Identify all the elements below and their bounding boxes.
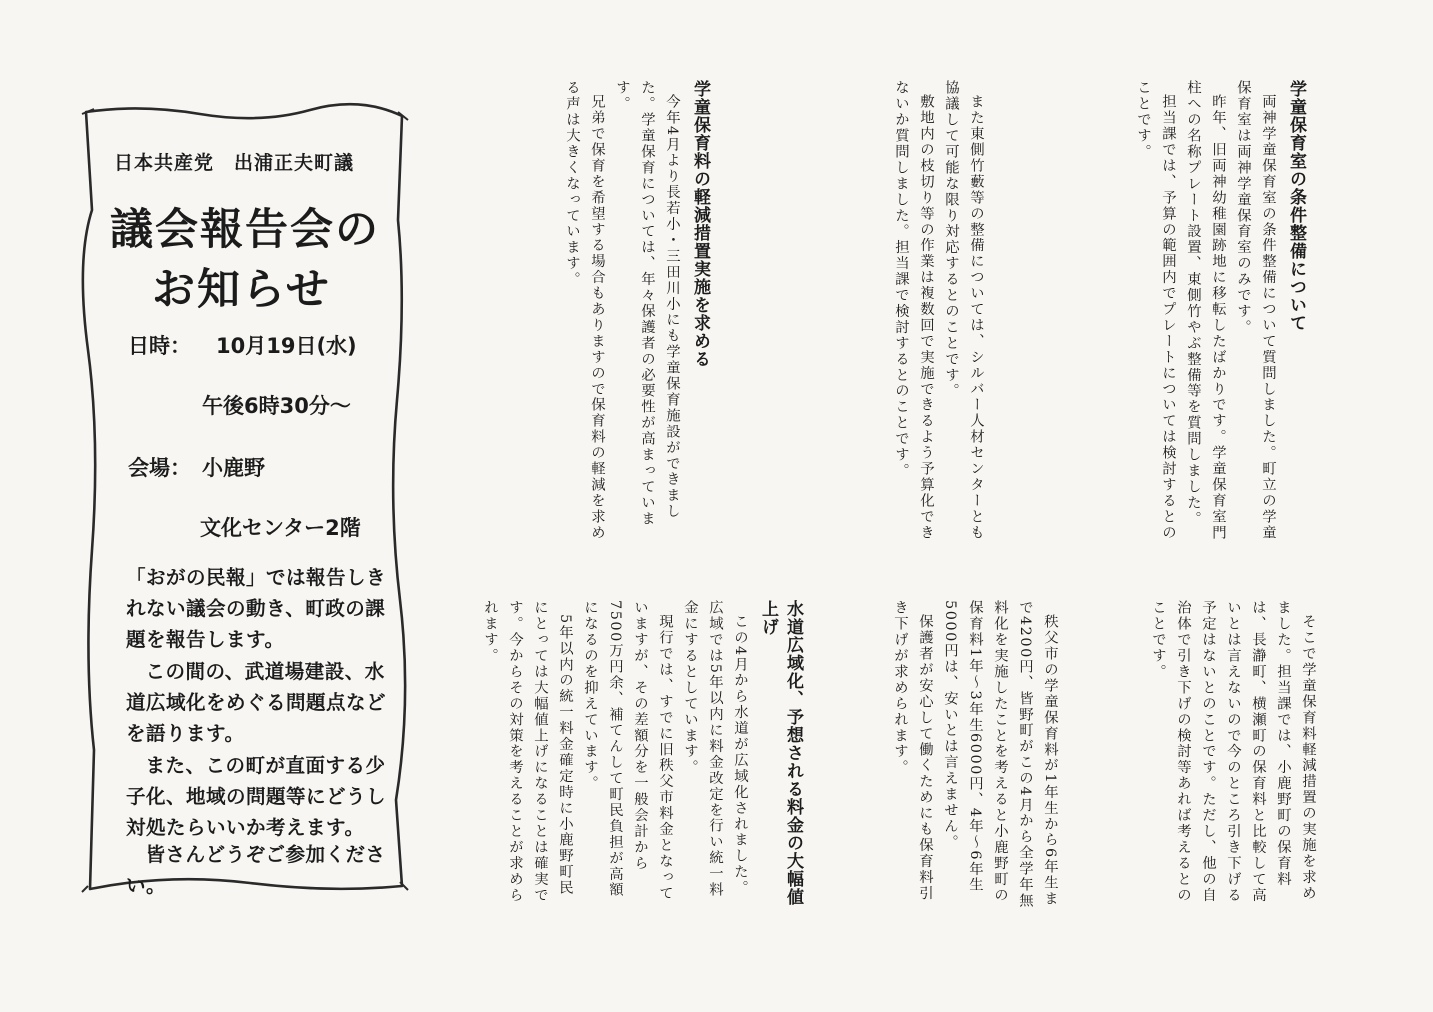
notice-paragraph-4: 皆さんどうぞご参加ください。 (126, 843, 386, 897)
article-paragraph: 秩父市の学童保育料が1年生から6年生まで4200円、皆野町がこの4月から全学年無料化を実施したことを考えると小鹿野町の保育料1年～3年生6000円、4年～6年生5000円は、安いとは言えません。 (942, 600, 1058, 909)
venue-line2: 文化センター2階 (200, 516, 361, 540)
article-paragraph: 今年4月より長若小・三田川小にも学童保育施設ができました。学童保育については、年々保護者の必要性が高まっています。 (614, 80, 680, 527)
article-section-school-childcare (1002, 80, 1308, 550)
section-heading-childcare-conditions: 学童保育室の条件整備について (1286, 80, 1306, 332)
article-paragraph: 兄弟で保育を希望する場合もありますので保育料の軽減を求める声は大きくなっています。 (564, 80, 605, 541)
article-paragraph: また東側竹藪等の整備については、シルバー人材センターとも協議して可能な限り対応するとのことです。 (943, 80, 984, 541)
article-section-water (450, 600, 805, 910)
article-paragraph: 保護者が安心して働くためにも保育料引き下げが求められます。 (892, 600, 933, 902)
article-paragraph: この4月から水道が広域化されました。広域では5年以内に料金改定を行い統一料金にするとしています。 (682, 600, 748, 898)
section-heading-childcare-fee: 学童保育料の軽減措置実施を求める (690, 80, 710, 368)
party-name: 日本共産党 出浦正夫町議 (114, 152, 355, 174)
article-section-fee-request (1070, 600, 1320, 910)
section-heading-water-utility: 水道広域化、予想される料金の大幅値上げ (758, 600, 803, 906)
time-value: 午後6時30分～ (202, 394, 351, 418)
notice-paragraph-1: 「おがの民報」では報告しきれない議会の動き、町政の課題を報告します。 (126, 566, 387, 651)
article-paragraph: 昨年、旧両神幼稚園跡地に移転したばかりです。学童保育室門柱への名称プレート設置、東側竹やぶ整備等を質問しました。 (1185, 80, 1226, 541)
article-paragraph: そこで学童保育料軽減措置の実施を求めました。担当課では、小鹿野町の保育料は、長瀞町、横瀬町の保育料と比較して高いとは言えないので今のところ引き下げる予定はないとのことです。ただし、他の自治体で引き下げの検討等あれば考えるとのことです。 (1150, 600, 1316, 904)
venue-line1: 小鹿野 (202, 456, 265, 480)
article-paragraph: 敷地内の枝切り等の作業は複数回で実施できるよう予算化できないか質問しました。担当課で検討するとのことです。 (893, 80, 934, 541)
article-section-childcare-cont (724, 80, 988, 550)
notice-title-line2: お知らせ (152, 265, 331, 315)
notice-paragraph-3: また、この町が直面する少子化、地域の問題等にどうし対処たらいいか考えます。 (126, 754, 387, 839)
meeting-notice-box (80, 100, 410, 895)
notice-paragraph-2: この間の、武道場建設、水道広域化をめぐる問題点などを語ります。 (126, 660, 387, 745)
article-section-fee-comparison (812, 600, 1062, 910)
article-section-childcare-fee (432, 80, 712, 550)
article-paragraph: 5年以内の統一料金確定時に小鹿野町民にとっては大幅値上げになることは確実です。今からその対策を考えることが求められます。 (482, 600, 573, 904)
date-label: 日時： (128, 334, 191, 358)
date-value: 10月19日(水) (216, 334, 357, 358)
venue-label: 会場： (128, 456, 191, 480)
article-paragraph: 現行では、すでに旧秩父市料金となっていますが、その差額分を一般会計から7500万円余、補てんして町民負担が高額になるのを抑えています。 (582, 600, 673, 902)
notice-title-line1: 議会報告会の (110, 205, 380, 255)
article-paragraph: 担当課では、予算の範囲内でプレートについては検討するとのことです。 (1135, 80, 1176, 541)
article-paragraph: 両神学童保育室の条件整備について質問しました。町立の学童保育室は両神学童保育室のみです。 (1235, 80, 1276, 541)
